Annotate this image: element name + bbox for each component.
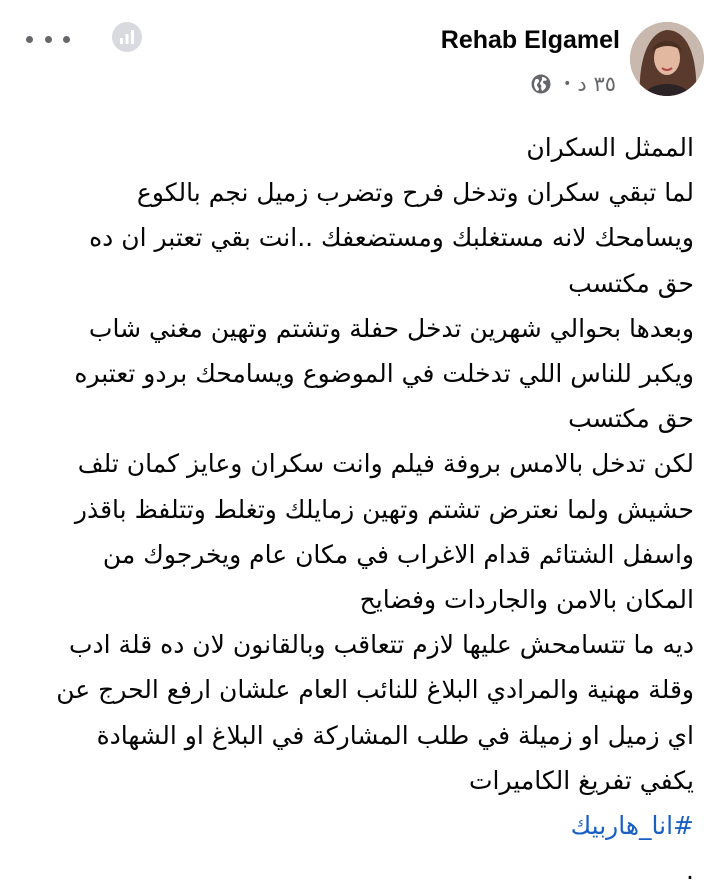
more-dots-icon bbox=[26, 36, 33, 43]
post-line: وقلة مهنية والمرادي البلاغ للنائب العام علشان ارفع الحرج عن bbox=[56, 675, 694, 705]
post-text bbox=[26, 125, 694, 893]
hashtag-line bbox=[26, 803, 694, 848]
insights-button[interactable] bbox=[112, 22, 142, 52]
author-name-link[interactable]: Rehab Elgamel bbox=[440, 26, 620, 54]
post-line: المكان بالامن والجاردات وفضايح bbox=[359, 585, 694, 615]
more-dots-icon bbox=[45, 36, 52, 43]
post-line: ويكبر للناس اللي تدخلت في الموضوع ويسامحك بردو تعتبره bbox=[74, 359, 694, 389]
post-header bbox=[0, 0, 720, 115]
post-line: وبعدها بحوالي شهرين تدخل حفلة وتشتم وتهين مغني شاب bbox=[88, 313, 694, 343]
post-timestamp[interactable]: ٣٥ د bbox=[577, 72, 616, 96]
insights-chart-icon bbox=[119, 29, 135, 45]
post-line: الممثل السكران bbox=[526, 133, 694, 162]
more-dots-icon bbox=[63, 36, 70, 43]
trailing-line: . bbox=[686, 856, 694, 886]
avatar[interactable] bbox=[630, 22, 704, 96]
post-meta bbox=[531, 72, 616, 96]
post-line: واسفل الشتائم قدام الاغراب في مكان عام ويخرجوك من bbox=[102, 539, 694, 569]
globe-icon[interactable] bbox=[531, 74, 551, 94]
post-line: لكن تدخل بالامس بروفة فيلم وانت سكران وعايز كمان تلف bbox=[77, 449, 694, 479]
hashtag-link[interactable]: #انا_هاربيك bbox=[570, 811, 694, 841]
profile-photo bbox=[630, 22, 704, 96]
post-line: حشيش ولما نعترض تشتم وتهين زمايلك وتغلط وتتلفظ باقذر bbox=[74, 494, 694, 524]
post-line: حق مكتسب bbox=[568, 268, 694, 298]
more-options-button[interactable] bbox=[26, 28, 70, 50]
post-line: ديه ما تتسامحش عليها لازم تتعاقب وبالقانون لان ده قلة ادب bbox=[68, 630, 694, 660]
post-line: ويسامحك لانه مستغلبك ومستضعفك ..انت بقي تعتبر ان ده bbox=[89, 223, 694, 253]
post-line: لما تبقي سكران وتدخل فرح وتضرب زميل نجم بالكوع bbox=[136, 178, 694, 208]
post-line: اي زميل او زميلة في طلب المشاركة في البلاغ او الشهادة bbox=[96, 720, 694, 750]
post-line: حق مكتسب bbox=[568, 404, 694, 434]
post-line: يكفي تفريغ الكاميرات bbox=[469, 765, 694, 795]
meta-separator: • bbox=[563, 76, 572, 92]
